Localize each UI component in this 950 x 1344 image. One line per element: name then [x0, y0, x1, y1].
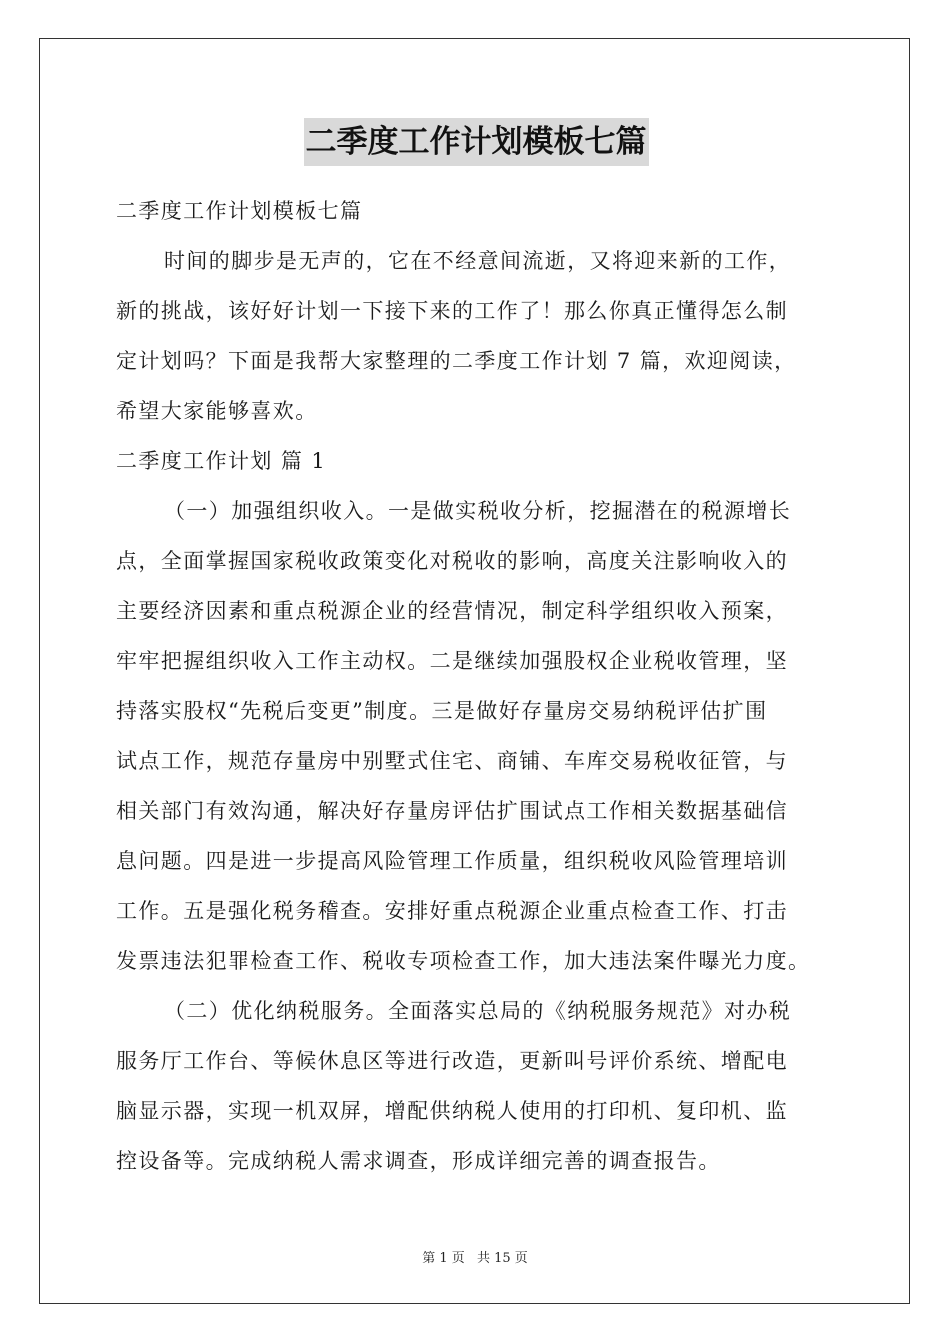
text-line: 新的挑战，该好好计划一下接下来的工作了！那么你真正懂得怎么制	[116, 299, 788, 323]
page-number: 第 1 页	[422, 1251, 465, 1266]
text-line: 希望大家能够喜欢。	[116, 399, 318, 423]
text-line: 二季度工作计划模板七篇	[116, 199, 363, 223]
text-line: 主要经济因素和重点税源企业的经营情况，制定科学组织收入预案，	[116, 599, 788, 623]
text-line: 脑显示器，实现一机双屏，增配供纳税人使用的打印机、复印机、监	[116, 1099, 788, 1123]
text-line: 点，全面掌握国家税收政策变化对税收的影响，高度关注影响收入的	[116, 549, 788, 573]
paragraph-lines	[116, 186, 836, 1186]
document-body	[116, 118, 836, 1186]
text-line: 试点工作，规范存量房中别墅式住宅、商铺、车库交易税收征管，与	[116, 749, 788, 773]
text-line: 息问题。四是进一步提高风险管理工作质量，组织税收风险管理培训	[116, 849, 788, 873]
text-line: 控设备等。完成纳税人需求调查，形成详细完善的调查报告。	[116, 1149, 721, 1173]
text-line: 相关部门有效沟通，解决好存量房评估扩围试点工作相关数据基础信	[116, 799, 788, 823]
text-line: 服务厅工作台、等候休息区等进行改造，更新叫号评价系统、增配电	[116, 1049, 788, 1073]
text-line: 定计划吗？下面是我帮大家整理的二季度工作计划 7 篇，欢迎阅读，	[116, 349, 797, 373]
text-line: 二季度工作计划 篇 1	[116, 449, 327, 473]
document-title: 二季度工作计划模板七篇	[304, 118, 649, 166]
text-line: 发票违法犯罪检查工作、税收专项检查工作，加大违法案件曝光力度。	[116, 949, 811, 973]
text-line: 时间的脚步是无声的，它在不经意间流逝，又将迎来新的工作，	[164, 249, 792, 273]
text-line: 牢牢把握组织收入工作主动权。二是继续加强股权企业税收管理，坚	[116, 649, 788, 673]
text-line: 工作。五是强化税务稽查。安排好重点税源企业重点检查工作、打击	[116, 899, 788, 923]
text-line: （二）优化纳税服务。全面落实总局的《纳税服务规范》对办税	[164, 999, 792, 1023]
text-line: （一）加强组织收入。一是做实税收分析，挖掘潜在的税源增长	[164, 499, 792, 523]
text-line: 持落实股权“先税后变更”制度。三是做好存量房交易纳税评估扩围	[116, 699, 768, 723]
page-footer	[0, 1247, 950, 1266]
title-block	[116, 118, 836, 174]
page-total: 共 15 页	[476, 1251, 528, 1266]
